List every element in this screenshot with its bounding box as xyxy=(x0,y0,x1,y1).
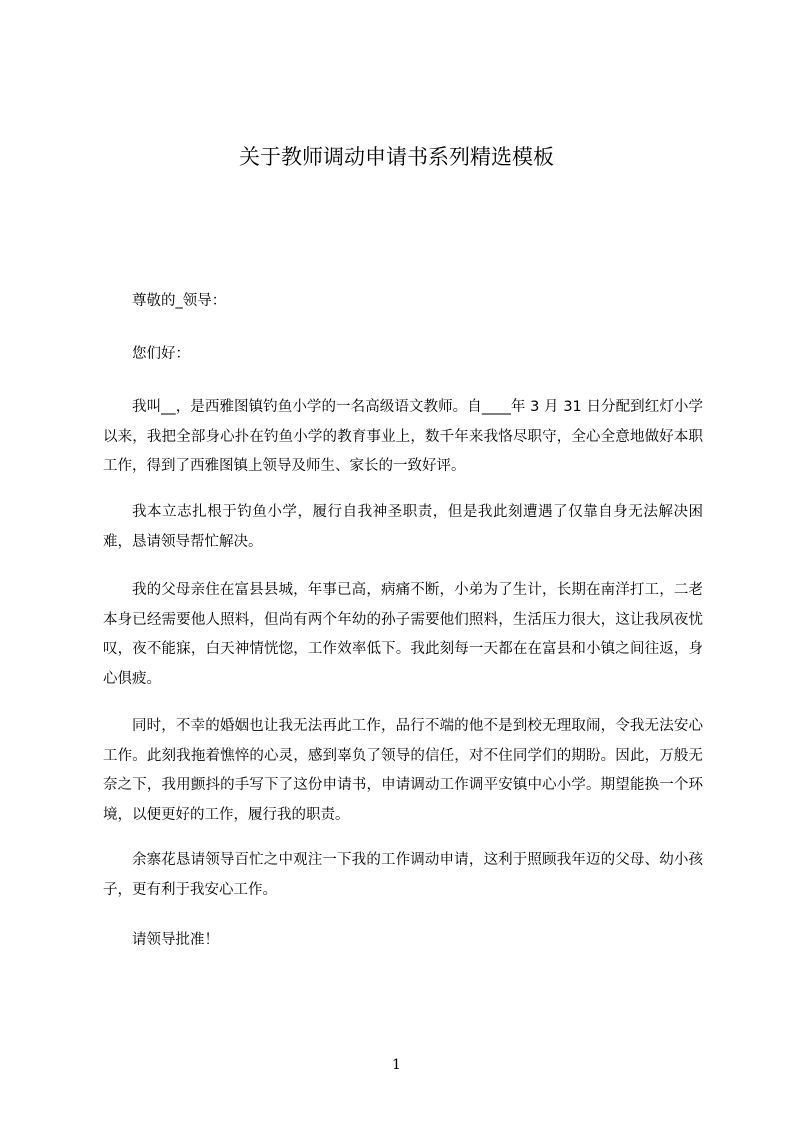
body-paragraph-2: 我本立志扎根于钓鱼小学，履行自我神圣职责，但是我此刻遭遇了仅靠自身无法解决困难，恳请领导帮忙解决。 xyxy=(103,504,703,550)
document-title: 关于教师调动申请书系列精选模板 xyxy=(239,145,554,169)
body-paragraph-3: 我的父母亲住在富县县城，年事已高，病痛不断，小弟为了生计，长期在南洋打工，二老本身已经需要他人照料，但尚有两个年幼的孙子需要他们照料，生活压力很大，这让我夙夜忧叹，夜不能寐，白天神情恍惚，工作效率低下。我此刻每一天都在在富县和小镇之间往返，身心俱疲。 xyxy=(103,582,703,687)
salutation: 尊敬的_领导： xyxy=(132,293,227,309)
page-number: 1 xyxy=(392,1057,401,1073)
body-paragraph-1: 我叫__，是西雅图镇钓鱼小学的一名高级语文教师。自____年 3 月 31 日分配到红灯小学以来，我把全部身心扑在钓鱼小学的教育事业上，数千年来我恪尽职守，全心全意地做好本职工作，得到了西雅图镇上领导及师生、家长的一致好评。 xyxy=(103,399,703,474)
body-paragraph-5: 余寨花恳请领导百忙之中观注一下我的工作调动申请，这利于照顾我年迈的父母、幼小孩子，更有利于我安心工作。 xyxy=(103,852,703,898)
closing-line: 请领导批准！ xyxy=(132,932,219,948)
body-paragraph-4: 同时，不幸的婚姻也让我无法再此工作，品行不端的他不是到校无理取闹，令我无法安心工作。此刻我拖着憔悴的心灵，感到辜负了领导的信任，对不住同学们的期盼。因此，万般无奈之下，我用颤抖的手写下了这份申请书，申请调动工作调平安镇中心小学。期望能换一个环境，以便更好的工作，履行我的职责。 xyxy=(103,718,703,823)
greeting: 您们好： xyxy=(132,346,190,362)
